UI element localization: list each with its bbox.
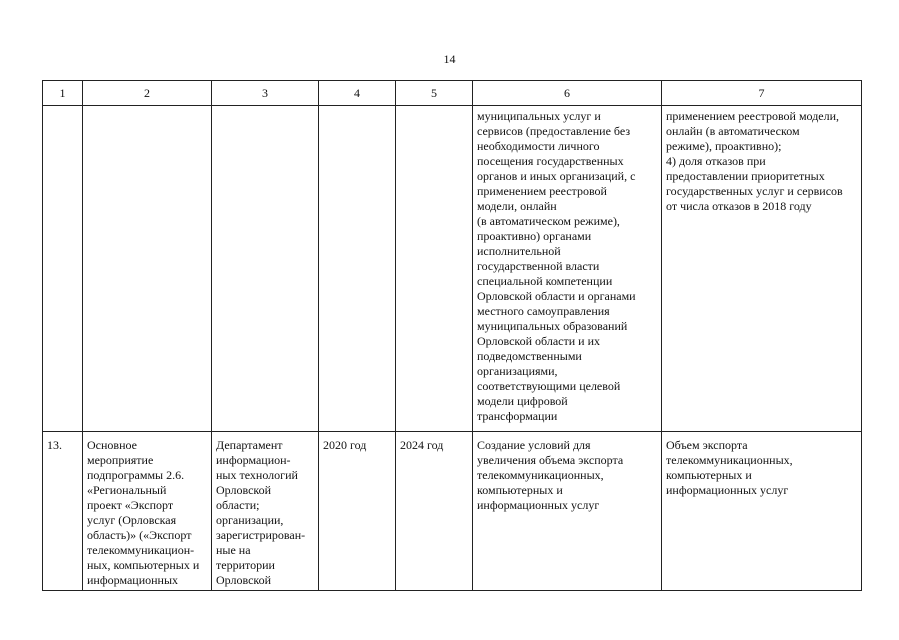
cell-start-year: 2020 год [323, 438, 367, 452]
table-cell [43, 432, 83, 591]
header-cell: 1 [43, 81, 83, 106]
table-cell [83, 432, 212, 591]
header-cell: 2 [83, 81, 212, 106]
table-cell [83, 106, 212, 432]
cell-result: Создание условий для увеличения объема экспорта телекоммуникационных, компьютерных и информационных услуг [477, 438, 624, 512]
table-cell [212, 432, 319, 591]
cell-indicator: Объем экспорта телекоммуникационных, компьютерных и информационных услуг [666, 438, 793, 497]
table-cell [396, 106, 473, 432]
table-cell [43, 106, 83, 432]
cell-result: муниципальных услуг и сервисов (предоставление без необходимости личного посещения государственных органов и иных организаций, с применением реестровой модели, онлайн (в автоматическом режиме), проактивно) органами исполнительной государственной власти специальной компетенции Орловской области и органами местного самоуправления муниципальных образований Орловской области и их подведомственными организациями, соответствующими целевой модели цифровой трансформации [477, 109, 636, 423]
table-cell [662, 432, 862, 591]
header-cell: 5 [396, 81, 473, 106]
table-row [43, 432, 862, 591]
table-cell [662, 106, 862, 432]
cell-number: 13. [47, 438, 62, 452]
table-cell [319, 432, 396, 591]
cell-indicator: применением реестровой модели, онлайн (в автоматическом режиме), проактивно); 4) доля отказов при предоставлении приоритетных государственных услуг и сервисов от числа отказов в 2018 году [666, 109, 843, 213]
table-header-row [43, 81, 862, 106]
table-cell [473, 432, 662, 591]
program-table [42, 80, 862, 591]
table-cell [396, 432, 473, 591]
cell-end-year: 2024 год [400, 438, 444, 452]
table-cell [212, 106, 319, 432]
table-row [43, 106, 862, 432]
header-cell: 7 [662, 81, 862, 106]
header-cell: 3 [212, 81, 319, 106]
table-cell [319, 106, 396, 432]
page-number: 14 [443, 52, 456, 66]
cell-event-name: Основное мероприятие подпрограммы 2.6. «Региональный проект «Экспорт услуг (Орловская область)» («Экспорт телекоммуникацион- ных, компьютерных и информационных [87, 438, 200, 587]
header-cell: 4 [319, 81, 396, 106]
header-cell: 6 [473, 81, 662, 106]
cell-executor: Департамент информацион- ных технологий Орловской области; организации, зарегистрирован- ные на территории Орловской [216, 438, 306, 587]
table-cell [473, 106, 662, 432]
